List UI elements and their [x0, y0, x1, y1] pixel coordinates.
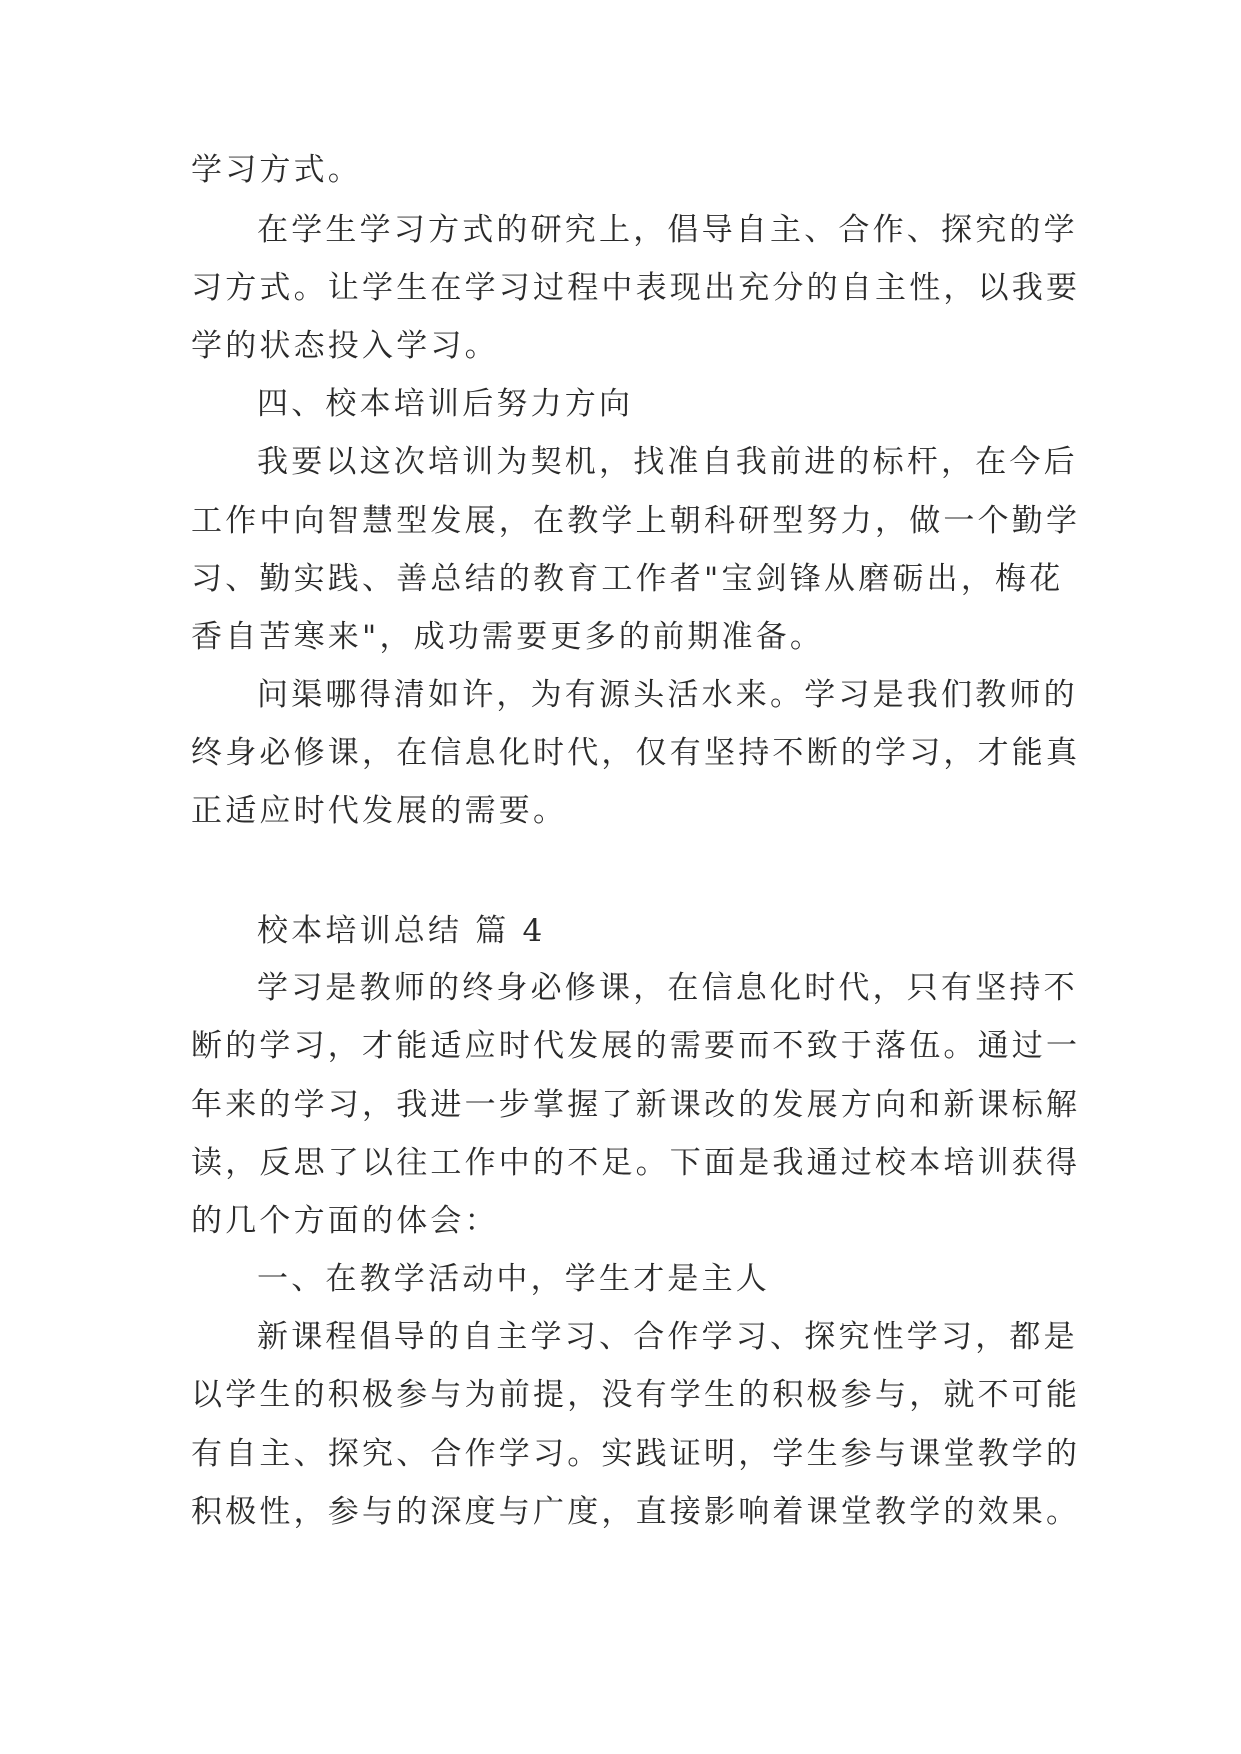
section-heading: 四、校本培训后努力方向: [257, 386, 634, 422]
text-line: 有自主、探究、合作学习。实践证明，学生参与课堂教学的: [191, 1436, 1081, 1472]
section-heading: 一、在教学活动中，学生才是主人: [257, 1261, 770, 1297]
text-line: 读，反思了以往工作中的不足。下面是我通过校本培训获得: [191, 1145, 1081, 1181]
text-line: 习方式。让学生在学习过程中表现出充分的自主性，以我要: [191, 270, 1081, 306]
article-title: 校本培训总结 篇 4: [257, 913, 546, 949]
text-line: 习、勤实践、善总结的教育工作者"宝剑锋从磨砺出，梅花: [191, 561, 1064, 597]
text-line: 正适应时代发展的需要。: [191, 793, 568, 829]
text-line: 断的学习，才能适应时代发展的需要而不致于落伍。通过一: [191, 1028, 1081, 1064]
text-line: 年来的学习，我进一步掌握了新课改的发展方向和新课标解: [191, 1087, 1081, 1123]
text-line: 学习方式。: [191, 152, 362, 188]
text-line: 积极性，参与的深度与广度，直接影响着课堂教学的效果。: [191, 1494, 1081, 1530]
paragraph-first-line: 新课程倡导的自主学习、合作学习、探究性学习，都是: [257, 1319, 1078, 1355]
text-line: 工作中向智慧型发展，在教学上朝科研型努力，做一个勤学: [191, 503, 1081, 539]
text-line: 学的状态投入学习。: [191, 328, 499, 364]
paragraph-first-line: 学习是教师的终身必修课，在信息化时代，只有坚持不: [257, 970, 1078, 1006]
text-line: 的几个方面的体会：: [191, 1203, 499, 1239]
text-line: 以学生的积极参与为前提，没有学生的积极参与，就不可能: [191, 1377, 1081, 1413]
text-line: 终身必修课，在信息化时代，仅有坚持不断的学习，才能真: [191, 735, 1081, 771]
text-line: 香自苦寒来"，成功需要更多的前期准备。: [191, 619, 825, 655]
paragraph-first-line: 问渠哪得清如许，为有源头活水来。学习是我们教师的: [257, 677, 1078, 713]
paragraph-first-line: 在学生学习方式的研究上，倡导自主、合作、探究的学: [257, 212, 1078, 248]
paragraph-first-line: 我要以这次培训为契机，找准自我前进的标杆，在今后: [257, 444, 1078, 480]
